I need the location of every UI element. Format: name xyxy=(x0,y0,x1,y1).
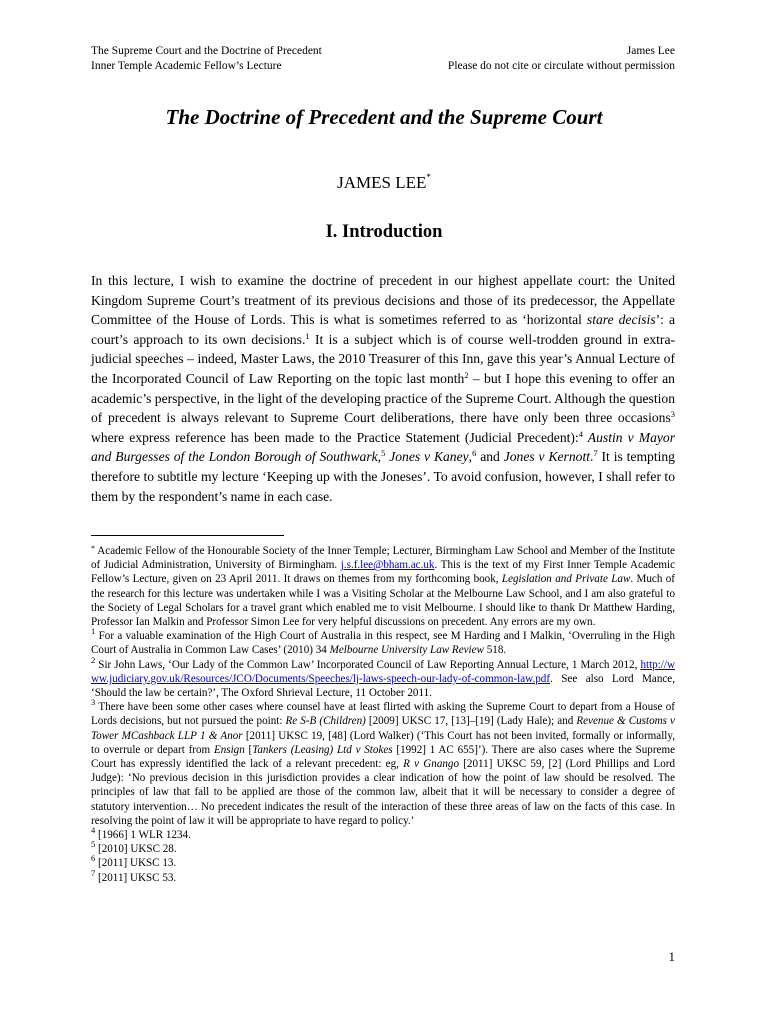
body-text: . xyxy=(590,449,594,465)
body-text: , xyxy=(377,449,382,465)
body-italic: stare decisis xyxy=(586,312,656,328)
footnote-number: 7 xyxy=(91,867,96,878)
body-text: – but I hope this evening to offer an academic’s perspective, in the light of the developing practice of the Supreme Court. Although the question of precedent is always relevant to Supreme Court deliberations, there have only been three occasions xyxy=(91,370,675,426)
body-text: It is tempting therefore to subtitle my lecture ‘Keeping up with the Joneses’. To avoid confusion, however, I shall refer to them by the respondent’s name in each case. xyxy=(91,449,675,504)
body-text: ’: a court’s approach to its own decisions. xyxy=(91,312,675,347)
footnote-text: Sir John Laws, ‘Our Lady of the Common Law’ Incorporated Council of Law Reporting Annual Lecture, 1 March 2012, xyxy=(95,658,641,671)
footnote-text: 518. xyxy=(483,644,507,657)
footnote-ref: 7 xyxy=(593,448,598,459)
footnote-text: [2011] UKSC 59, [2] (Lord Phillips and Lord Judge): ‘No previous decision in this jurisdiction provides a clear indication of how the point of law should be resolved. The principles of law that fall to be applied are those of the common law, albeit that it will be necessary to consider a degree of statutory intervention… No precedent indicates the result of the interaction of these three areas of law on the facts of this case. In resolving the point of law it will be appropriate to have regard to policy.’ xyxy=(91,758,676,827)
footnote-text: [1966] 1 WLR 1234. xyxy=(95,829,191,842)
case-name: Ensign xyxy=(213,743,245,756)
footnote-4 xyxy=(91,825,675,842)
footnote-text: . See also Lord Mance, ‘Should the law be certain?’, The Oxford Shrieval Lecture, 11 October 2011. xyxy=(91,672,675,700)
journal-title: Melbourne University Law Review xyxy=(329,644,484,657)
body-text: It is a subject which is of course well-trodden ground in extra-judicial speeches – indeed, Master Laws, the 2010 Treasurer of this Inn, gave this year’s Annual Lecture of the Incorporated Council of Law Reporting on the topic last month xyxy=(91,331,676,386)
footnote-6 xyxy=(91,853,675,870)
section-heading: I. Introduction xyxy=(325,222,443,242)
footnote-number: 6 xyxy=(91,853,96,864)
footnote-number: 3 xyxy=(91,697,96,708)
footnote-ref: 1 xyxy=(305,330,310,341)
footnote-text: [2011] UKSC 19, [48] (Lord Walker) (‘This Court has not been invited, formally or informally, to overrule or depart from xyxy=(91,729,675,756)
case-name: Revenue & Customs v Tower MCashback LLP 1 & Anor xyxy=(91,715,675,742)
case-name: Re S-B (Children) xyxy=(285,715,366,728)
speech-pdf-link[interactable]: http://www.judiciary.gov.uk/Resources/JCO/Documents/Speeches/lj-laws-speech-our-lady-of-common-law.pdf xyxy=(91,658,675,685)
author-footnote-mark: * xyxy=(426,172,431,182)
author-line xyxy=(0,166,768,194)
header-lecture-title: The Supreme Court and the Doctrine of Precedent xyxy=(91,45,322,57)
footnote-star xyxy=(91,542,675,629)
footnotes xyxy=(91,542,675,885)
body-paragraph xyxy=(91,271,675,506)
book-title: Legislation and Private Law xyxy=(501,573,631,586)
footnote-text: Academic Fellow of the Honourable Society of the Inner Temple; Lecturer, Birmingham Law School and Member of the Institute of Judicial Administration, University of Birmingham. xyxy=(91,545,675,572)
footnote-text: [1992] 1 AC 655]’). There are also cases where the Supreme Court has expressly identified the lack of a relevant precedent: eg, xyxy=(91,743,676,771)
footnote-text: For a valuable examination of the High Court of Australia in this respect, see M Harding and I Malkin, ‘Overruling in the High Court of Australia in Common Law Cases’ (2010) 34 xyxy=(91,630,675,657)
header-author: James Lee xyxy=(626,45,675,57)
footnote-text: [2010] UKSC 28. xyxy=(95,843,177,856)
footnote-text: [2011] UKSC 53. xyxy=(95,871,177,884)
footnote-ref: 6 xyxy=(472,448,477,459)
case-name: Austin v Mayor and Burgesses of the London Borough of Southwark xyxy=(91,429,675,465)
footnote-3 xyxy=(91,697,676,828)
body-text: , xyxy=(468,449,473,465)
footnote-number: 1 xyxy=(91,626,96,637)
case-name: Tankers (Leasing) Ltd v Stokes xyxy=(252,743,393,756)
header-lecture-series: Inner Temple Academic Fellow’s Lecture xyxy=(91,60,282,72)
page-number: 1 xyxy=(668,949,675,964)
footnote-text: . Much of the research for this lecture was undertaken while I was a Visiting Scholar at the Melbourne Law School, and I am also grateful to the Society of Legal Scholars for a travel grant which enabled me to visit Melbourne. I should like to thank Dr Matthew Harding, Professor Ian Malkin and Professor Simon Lee for very helpful discussions on precedent. Any errors are my own. xyxy=(91,573,675,629)
footnote-number: 2 xyxy=(91,654,96,665)
footnote-2 xyxy=(91,654,675,701)
case-name: R v Gnango xyxy=(403,758,460,771)
footnote-1 xyxy=(91,626,675,657)
footnote-separator xyxy=(91,535,284,536)
footnote-ref: 2 xyxy=(464,369,469,380)
body-text: where express reference has been made to the Practice Statement (Judicial Precedent): xyxy=(91,429,579,445)
paper-title: The Doctrine of Precedent and the Supreme Court xyxy=(165,105,603,129)
footnote-text: . This is the text of my First Inner Temple Academic Fellow’s Lecture, given on 23 April 2011. It draws on themes from my forthcoming book, xyxy=(91,559,676,586)
case-name: Jones v Kernott xyxy=(503,449,590,465)
footnote-text: There have been some other cases where counsel have at least flirted with asking the Supreme Court to depart from a House of Lords decisions, but not pursued the point: xyxy=(91,701,675,728)
footnote-text: [2011] UKSC 13. xyxy=(95,857,177,870)
footnote-ref: 5 xyxy=(381,448,386,459)
footnote-number: 5 xyxy=(91,839,96,850)
author-name: JAMES LEE xyxy=(337,173,427,192)
footnote-5 xyxy=(91,839,675,856)
footnote-ref: 4 xyxy=(578,428,583,439)
email-link[interactable]: j.s.f.lee@bham.ac.uk xyxy=(340,559,435,572)
footnote-mark: * xyxy=(91,544,95,553)
body-text: In this lecture, I wish to examine the doctrine of precedent in our highest appellate court: the United Kingdom Supreme Court’s treatment of its previous decisions and those of its predecessor, the Appellate Committee of the House of Lords. This is what is sometimes referred to as ‘horizontal xyxy=(91,273,675,328)
footnote-ref: 3 xyxy=(670,409,675,420)
footnote-text: [2009] UKSC 17, [13]–[19] (Lady Hale); and xyxy=(365,715,577,728)
case-name: Jones v Kaney xyxy=(385,449,469,465)
body-text: and xyxy=(476,449,504,465)
footnote-number: 4 xyxy=(91,825,96,836)
footnote-7 xyxy=(91,867,675,885)
footnote-text: [ xyxy=(244,743,253,756)
header-notice: Please do not cite or circulate without permission xyxy=(447,60,675,72)
